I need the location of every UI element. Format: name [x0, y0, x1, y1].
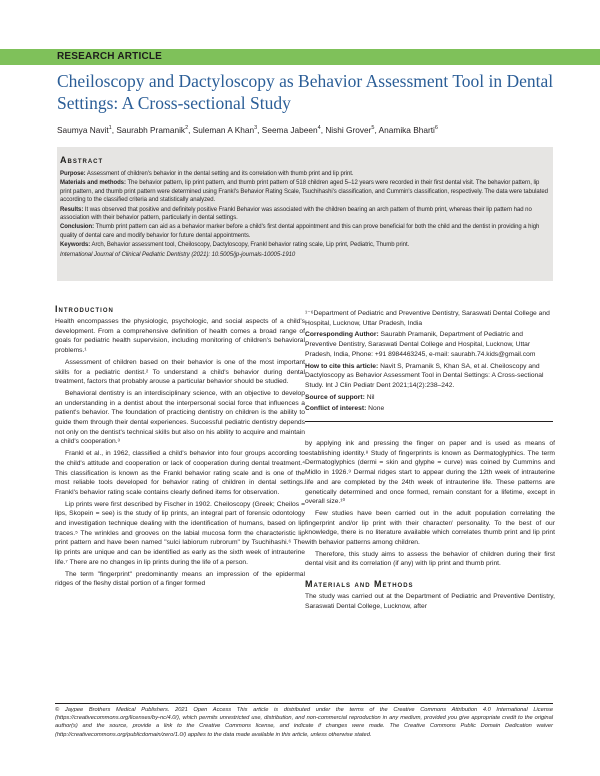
methods-heading: Materials and Methods — [305, 579, 414, 590]
article-type-banner — [0, 49, 600, 65]
conflict-of-interest: Conflict of interest: None — [305, 405, 385, 413]
right-column-body — [305, 439, 555, 614]
author: Seema Jabeen$^4$ — [261, 124, 321, 135]
abstract-conclusion: Conclusion: Thumb print pattern can aid as a behavior marker before a child's first dental appointment and this can prove beneficial for both the child and the dentist in providing a high quality of dental care and modify behavior for future dental appointments. — [60, 224, 540, 239]
author-list: Saumya Navit$^1$, Saurabh Pramanik$^2$, Suleman A Khan$^3$, Seema Jabeen$^4$, Nishi Grover$^5$, Anamika Bharti$^6$ — [57, 124, 438, 135]
intro-paragraph: Frankl et al., in 1962, classified a child's behavior into four groups according to the child's attitude and cooperation or lack of cooperation during dental treatment.⁴ This classification is known as the Frankl behavior rating scale and is one of the most reliable tools developed for behavior rating of children in dental settings. Frankl's behavior rating scale contains clearly defined items for observation. — [55, 450, 305, 496]
intro-paragraph: Lip prints were first described by Fischer in 1902. Cheiloscopy (Greek; Cheilos = lips, Skopein = see) is the study of lip prints, an integral part of forensic odontology and investigation technique dealing with the identification of humans, based on lip traces.⁵ The wrinkles and grooves on the labial mucosa form the characteristic lip print pattern and have been named "sulci labiorum rubrorum" by Tsuchihashi.⁶ The lip prints are unique and can be identified as early as the sixth week of intrauterine life.⁷ There are no changes in lip prints during the life of a person. — [55, 500, 305, 566]
intro-paragraph: Assessment of children based on their behavior is one of the most important skills for a pediatric dentist.² To understand a child's behavior during dental treatment, factors that probably arouse a particular behavior should be studied. — [55, 358, 305, 386]
author: Saumya Navit$^1$ — [57, 124, 112, 135]
journal-citation-line: International Journal of Clinical Pediatric Dentistry (2021): 10.5005/jp-journals-10005-1910 — [60, 251, 296, 258]
abstract-purpose: Purpose: Assessment of children's behavior in the dental setting and its correlation with thumb print and lip print. — [60, 171, 354, 177]
source-of-support: Source of support: Nil — [305, 393, 375, 401]
author: Anamika Bharti$^6$ — [378, 124, 438, 135]
license-footer: © Jaypee Brothers Medical Publishers. 2021 Open Access This article is distributed under the terms of the Creative Commons Attribution 4.0 International License (https://creativecommons.org/licenses/by-nc/4.0/), which permits unrestricted use, distribution, and non-commercial reproduction in any medium, provided you give appropriate credit to the original author(s) and the source, provide a link to the Creative Commons license, and indicate if changes were made. The Creative Commons Public Domain Dedication waiver (http://creativecommons.org/publicdomain/zero/1.0/) applies to the data made available in this article, unless otherwise stated. — [55, 707, 553, 738]
intro-heading: Introduction — [55, 304, 114, 314]
intro-column — [55, 304, 305, 591]
article-metadata — [305, 309, 553, 416]
abstract-keywords: Keywords: Arch, Behavior assessment tool, Cheiloscopy, Dactyloscopy, Frankl behavior rating scale, Lip print, Pediatric, Thumb print. — [60, 242, 410, 249]
footer-divider — [55, 703, 553, 704]
intro-paragraph: Health encompasses the physiologic, psychologic, and social aspects of a child's development. From a comprehensive definition of health comes a broad range of goals for pediatric health supervision, including monitoring of children's behavioral problems.¹ — [55, 318, 305, 355]
how-to-cite: How to cite this article: Navit S, Pramanik S, Khan SA, et al. Cheiloscopy and Dactyloscopy as Behavior Assessment Tool in Dental Settings: A Cross-sectional Study. Int J Clin Pediatr Dent 2021;14(2):238–242. — [305, 362, 544, 389]
intro-paragraph: The term "fingerprint" predominantly means an impression of the epidermal ridges of the fleshy distal portion of a finger formed — [55, 570, 305, 588]
abstract-box — [57, 147, 553, 281]
article-type-label: RESEARCH ARTICLE — [57, 51, 163, 62]
abstract-results: Results: It was observed that positive and definitely positive Frankl Behavior was associated with the children bearing an arch pattern of thumb print, whereas their lip pattern had no association with their behavior pattern, particularly in dental settings. — [60, 206, 532, 222]
author: Saurabh Pramanik$^2$ — [116, 124, 189, 135]
author: Nishi Grover$^5$ — [325, 124, 375, 135]
intro-paragraph: Behavioral dentistry is an interdisciplinary science, with an objective to develop an understanding in a dentist about the interpersonal social force that influences a patient's behavior. The foundation of practicing dentistry on children is the ability to guide them through their dental experiences. Successful pediatric dentistry depends not only on the dentist's technical skills but also on his ability to acquire and maintain a child's cooperation.³ — [55, 389, 305, 446]
body-paragraph: by applying ink and pressing the finger on paper and is used as means of establishing identity.⁸ Study of fingerprints is known as Dermatoglyphics. The term Dermatoglyphics (dermi = skin and glyphe = curve) was coined by Cummins and Midlo in 1926.⁹ Dermal ridges start to appear during the 12th week of intrauterine life and are completed by the 24th week of intrauterine life. These patterns are genetically determined and once formed, remain constant for a lifetime, except in overall size.¹⁰ — [305, 440, 555, 506]
affiliation: ¹⁻⁶Department of Pediatric and Preventive Dentistry, Saraswati Dental College and Hospital, Lucknow, Uttar Pradesh, India — [305, 310, 550, 327]
article-title: Cheiloscopy and Dactyloscopy as Behavior Assessment Tool in Dental Settings: A Cross-sectional Study — [57, 71, 554, 113]
body-paragraph: Therefore, this study aims to assess the behavior of children during their first dental visit and its correlation (if any) with lip print and thumb print. — [305, 550, 555, 568]
abstract-heading: Abstract — [60, 155, 104, 165]
abstract-methods: Materials and methods: The behavior pattern, lip print pattern, and thumb print pattern of 518 children aged 5–12 years were recorded in their first dental visit. The behavior pattern, lip print pattern, and thumb print pattern were determined using Frankl's Behavior Rating Scale, Tsuchihashi's classification, and Cummin's classification, respectively. The data were tabulated according to the classified criteria and statistically analyzed. — [60, 180, 548, 204]
corresponding-author: Corresponding Author: Saurabh Pramanik, Department of Pediatric and Preventive Dentistry, Saraswati Dental College and Hospital, Lucknow, Uttar Pradesh, India, Phone: +91 8984463245, e-mail: saurabh.74.kids@gmail.com — [305, 331, 536, 358]
methods-paragraph: The study was carried out at the Department of Pediatric and Preventive Dentistry, Saraswati Dental College, Lucknow, after — [305, 593, 555, 610]
metadata-divider — [305, 421, 553, 422]
author: Suleman A Khan$^3$ — [192, 124, 258, 135]
body-paragraph: Few studies have been carried out in the adult population correlating the fingerprint and/or lip print with their character/ personality. To the best of our knowledge, there is no literature available which correlates thumb print and lip print with behavior patterns among children. — [305, 509, 555, 547]
